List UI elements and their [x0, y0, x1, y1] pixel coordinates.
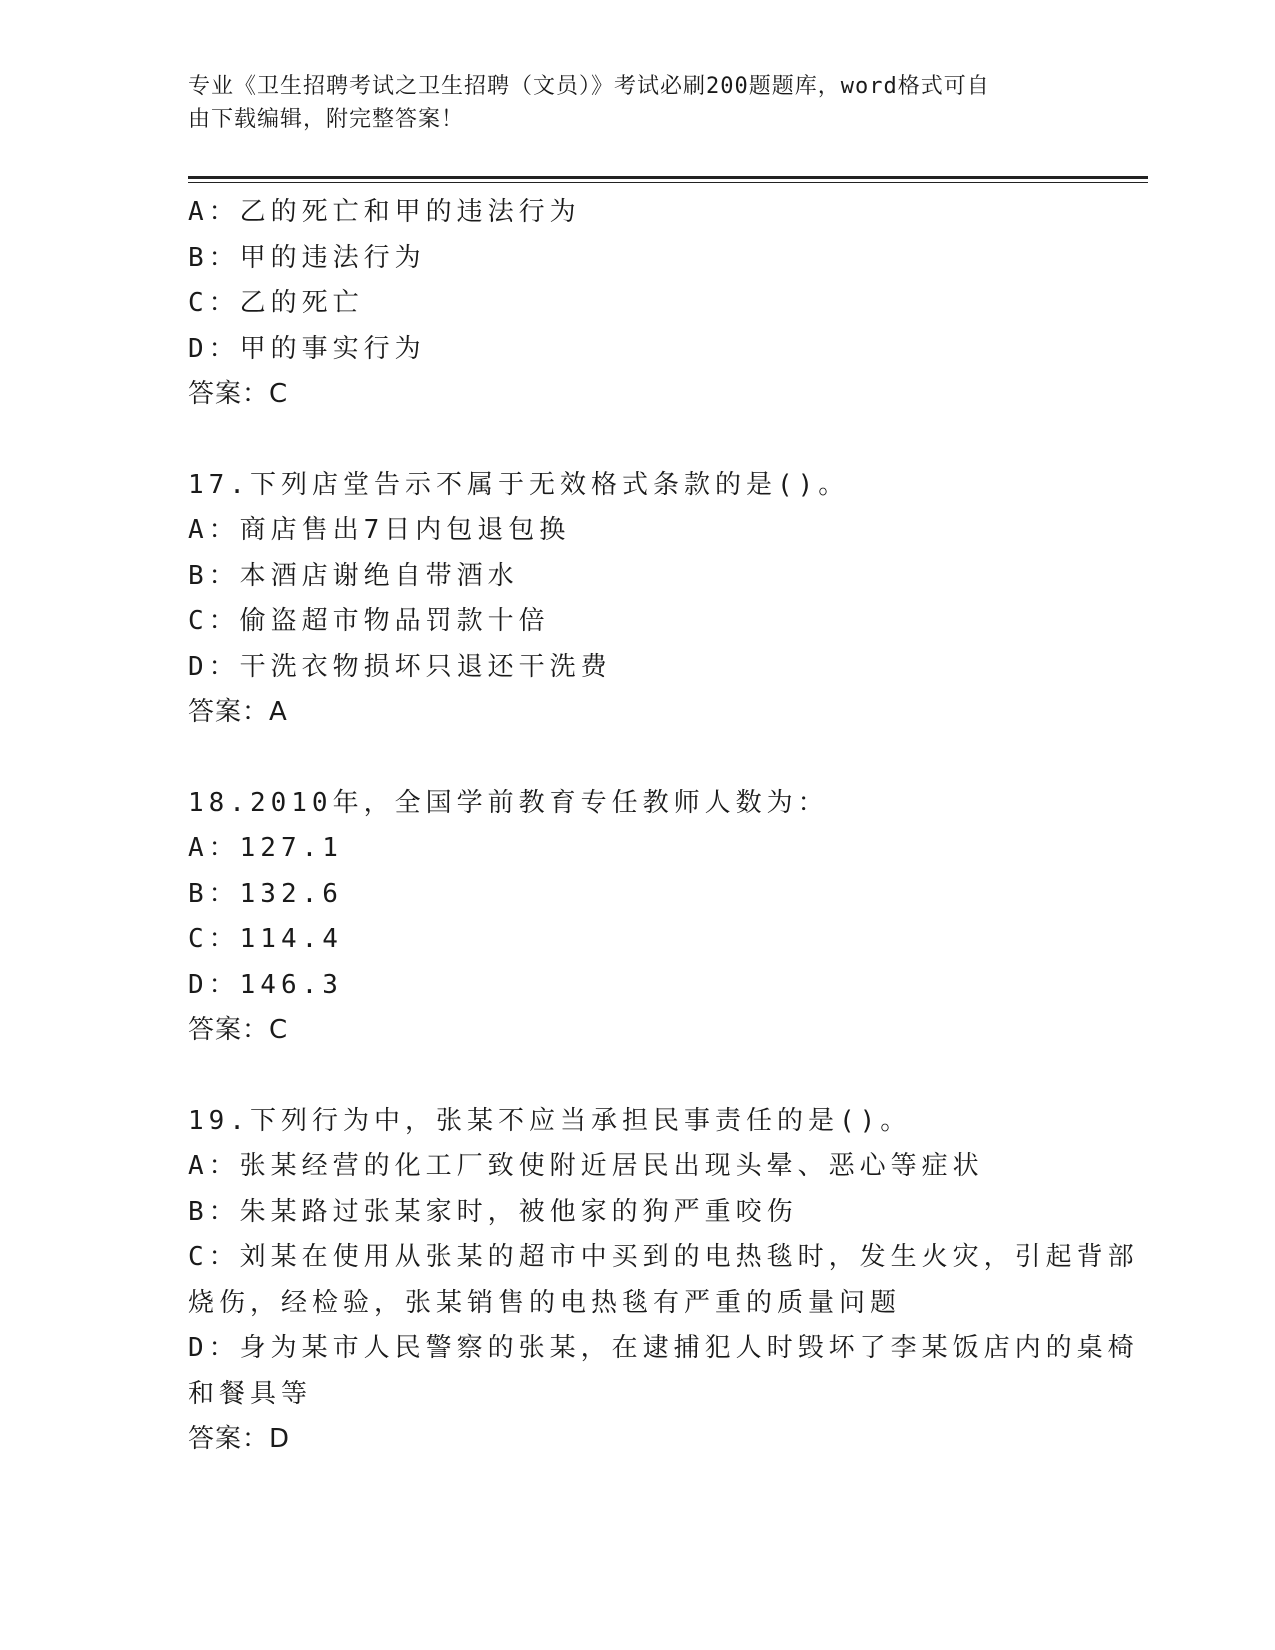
question-text: 19.下列行为中，张某不应当承担民事责任的是()。 — [188, 1105, 912, 1136]
header-line-1: 专业《卫生招聘考试之卫生招聘（文员）》考试必刷200题题库，word格式可自 — [188, 74, 990, 99]
option-b: B：132.6 — [188, 878, 343, 909]
option-c-continued: 烧伤，经检验，张某销售的电热毯有严重的质量问题 — [188, 1287, 902, 1318]
question-19 — [188, 1099, 1139, 1463]
question-text: 17.下列店堂告示不属于无效格式条款的是()。 — [188, 469, 850, 500]
document-header — [188, 70, 1088, 136]
header-divider-thin — [188, 182, 1148, 183]
spacer — [188, 1054, 1088, 1099]
question-18 — [188, 781, 1088, 1054]
option-d-continued: 和餐具等 — [188, 1378, 313, 1409]
option-d: D：146.3 — [188, 969, 343, 1000]
option-a: A：商店售出7日内包退包换 — [188, 515, 571, 545]
option-c: C：偷盗超市物品罚款十倍 — [188, 606, 550, 636]
header-line-2: 由下载编辑，附完整答案！ — [188, 107, 465, 132]
answer-line: 答案：C — [188, 1015, 289, 1045]
option-a: A：127.1 — [188, 833, 343, 863]
question-16 — [188, 190, 1088, 418]
option-c: C：114.4 — [188, 924, 343, 954]
header-divider-thick — [188, 176, 1148, 179]
option-b: B：甲的违法行为 — [188, 242, 426, 273]
option-a: A：张某经营的化工厂致使附近居民出现头晕、恶心等症状 — [188, 1151, 984, 1181]
option-d: D：干洗衣物损坏只退还干洗费 — [188, 651, 612, 682]
question-text: 18.2010年，全国学前教育专任教师人数为： — [188, 787, 829, 818]
answer-line: 答案：C — [188, 379, 289, 409]
answer-line: 答案：D — [188, 1424, 291, 1454]
option-c: C：乙的死亡 — [188, 288, 364, 318]
option-b: B：本酒店谢绝自带酒水 — [188, 560, 519, 591]
spacer — [188, 418, 1088, 463]
option-a: A：乙的死亡和甲的违法行为 — [188, 197, 581, 227]
option-d: D：甲的事实行为 — [188, 333, 426, 364]
spacer — [188, 736, 1088, 781]
question-17 — [188, 463, 1088, 736]
answer-line: 答案：A — [188, 697, 288, 727]
option-d: D：身为某市人民警察的张某，在逮捕犯人时毁坏了李某饭店内的桌椅 — [188, 1333, 1139, 1363]
option-c: C：刘某在使用从张某的超市中买到的电热毯时，发生火灾，引起背部 — [188, 1242, 1139, 1272]
option-b: B：朱某路过张某家时，被他家的狗严重咬伤 — [188, 1196, 798, 1227]
question-list — [188, 190, 1139, 1463]
